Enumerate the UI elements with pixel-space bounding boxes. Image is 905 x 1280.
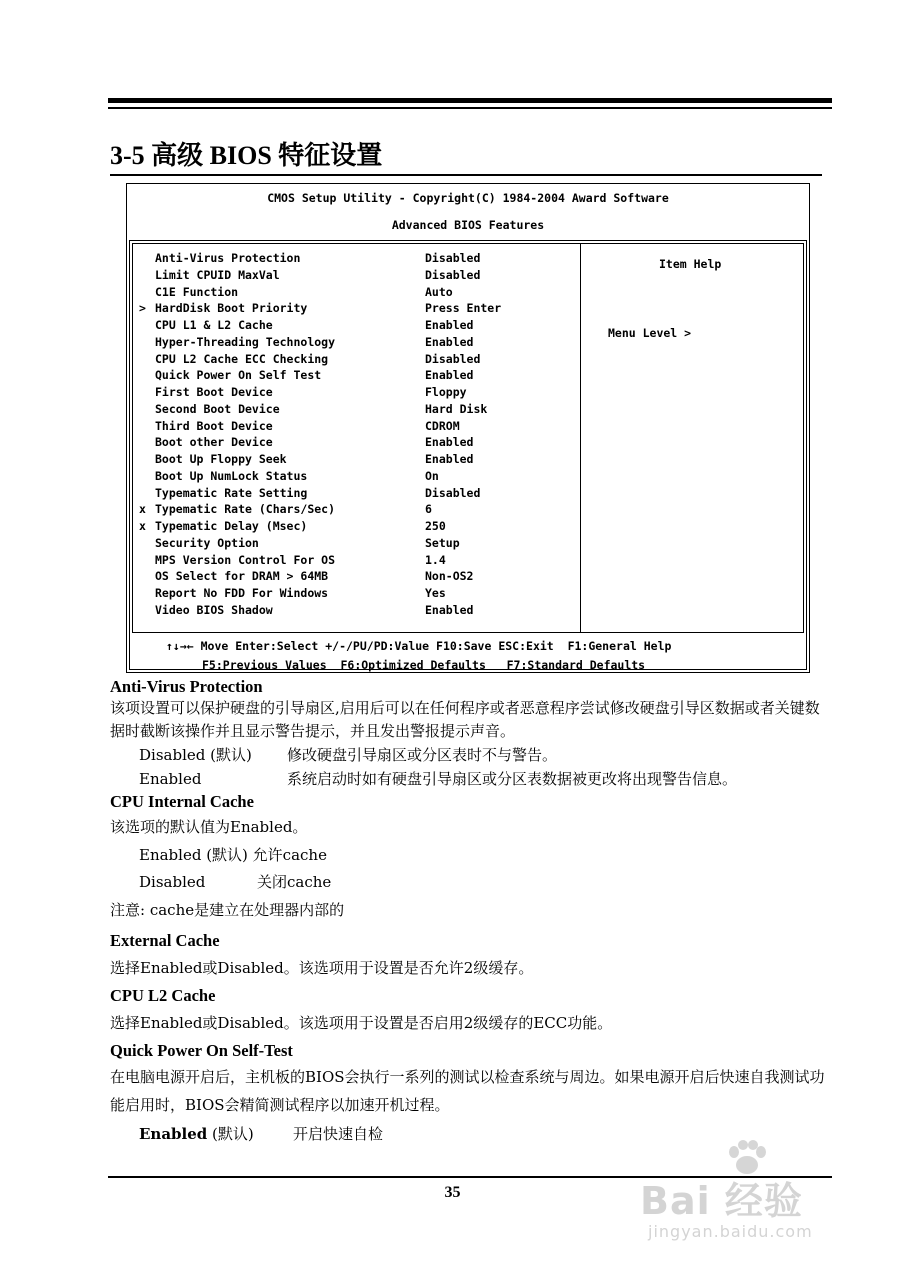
bios-setting-row[interactable]	[139, 451, 579, 468]
option-key-suffix: (默认)	[207, 1125, 254, 1143]
setting-value[interactable]: Disabled	[425, 351, 481, 366]
bios-setting-row[interactable]	[139, 401, 579, 418]
bios-screen	[126, 183, 810, 673]
bios-setting-row[interactable]	[139, 552, 579, 569]
watermark-brand: Bai 经验	[640, 1179, 803, 1223]
row-marker: x	[139, 502, 146, 517]
bios-setting-row[interactable]	[139, 300, 579, 317]
bios-setting-row[interactable]	[139, 535, 579, 552]
setting-label: Third Boot Device	[155, 418, 273, 433]
bios-setting-row[interactable]	[139, 485, 579, 502]
bios-setting-row[interactable]	[139, 384, 579, 401]
bios-header-title: Advanced BIOS Features	[391, 218, 545, 232]
menu-level-text: Menu Level >	[608, 326, 692, 340]
setting-label: OS Select for DRAM > 64MB	[155, 569, 329, 584]
bios-setting-row[interactable]	[139, 501, 579, 518]
setting-value[interactable]: Non-OS2	[425, 569, 474, 584]
external-cache-description: 选择Enabled或Disabled。该选项用于设置是否允许2级缓存。	[110, 959, 534, 977]
setting-label: Typematic Delay (Msec)	[155, 519, 308, 533]
setting-value[interactable]: Disabled	[425, 267, 481, 282]
bios-setting-row[interactable]	[139, 585, 579, 602]
header-rule-thick	[108, 98, 832, 103]
setting-label: Video BIOS Shadow	[155, 602, 273, 617]
setting-label: HardDisk Boot Priority	[155, 301, 308, 316]
bios-setting-row[interactable]	[139, 568, 579, 585]
l2-cache-heading: CPU L2 Cache	[110, 986, 216, 1005]
bios-setting-row[interactable]	[139, 434, 579, 451]
setting-label: Boot Up Floppy Seek	[155, 452, 287, 466]
option-text: Enabled (默认) 允许cache	[139, 846, 327, 864]
bios-divider	[580, 244, 581, 632]
row-marker: x	[139, 519, 146, 533]
setting-label: Typematic Rate (Chars/Sec)	[155, 502, 336, 517]
baidu-jingyan-watermark	[640, 1140, 850, 1250]
setting-label: Boot Up NumLock Status	[155, 468, 308, 483]
section-title: 3-5 高级 BIOS 特征设置	[110, 140, 822, 176]
option-description: 关闭cache	[257, 873, 332, 891]
cpu-cache-option-disabled	[110, 869, 832, 896]
bios-setting-row[interactable]	[139, 468, 579, 485]
setting-value[interactable]: Enabled	[425, 334, 474, 349]
bios-setting-row[interactable]	[139, 602, 579, 619]
bios-settings-list	[139, 250, 579, 619]
bios-setting-row[interactable]	[139, 284, 579, 301]
antivirus-option-enabled	[110, 767, 832, 791]
cpu-cache-note: 注意: cache是建立在处理器内部的	[110, 901, 345, 919]
setting-label: CPU L2 Cache ECC Checking	[155, 351, 329, 366]
bios-key-legend	[130, 635, 806, 672]
bios-setting-row[interactable]	[139, 367, 579, 384]
setting-value[interactable]: Enabled	[425, 368, 474, 383]
item-help-title: Item Help	[659, 257, 722, 271]
bios-setting-row[interactable]	[139, 351, 579, 368]
setting-value[interactable]: Floppy	[425, 385, 467, 399]
bios-setting-row[interactable]	[139, 250, 579, 267]
option-key: Disabled (默认)	[139, 746, 252, 764]
row-marker: >	[139, 301, 146, 316]
cpu-cache-description: 该选项的默认值为Enabled。	[110, 818, 308, 836]
option-key: Enabled	[139, 770, 202, 788]
setting-value[interactable]: Enabled	[425, 435, 474, 450]
setting-value[interactable]: 1.4	[425, 552, 446, 567]
option-key: Disabled	[139, 873, 206, 891]
setting-label: MPS Version Control For OS	[155, 552, 336, 567]
bios-setting-row[interactable]	[139, 518, 579, 535]
setting-value[interactable]: Press Enter	[425, 301, 502, 316]
option-description: 系统启动时如有硬盘引导扇区或分区表数据被更改将出现警告信息。	[287, 770, 738, 788]
setting-label: CPU L1 & L2 Cache	[155, 318, 273, 332]
bios-setting-row[interactable]	[139, 418, 579, 435]
antivirus-heading: Anti-Virus Protection	[110, 677, 263, 696]
bios-setting-row[interactable]	[139, 267, 579, 284]
bios-setting-row[interactable]	[139, 334, 579, 351]
setting-label: Typematic Rate Setting	[155, 485, 308, 500]
setting-value[interactable]: Enabled	[425, 452, 474, 466]
bios-header	[127, 184, 809, 241]
external-cache-heading: External Cache	[110, 931, 220, 950]
setting-value[interactable]: Yes	[425, 586, 446, 600]
page-number: 35	[444, 1184, 461, 1201]
setting-label: Quick Power On Self Test	[155, 368, 322, 383]
document-body	[110, 676, 832, 1149]
option-key-bold: Enabled	[139, 1125, 208, 1143]
key-legend-line-1: ↑↓→← Move Enter:Select +/-/PU/PD:Value F10:Save ESC:Exit F1:General Help	[166, 639, 672, 653]
setting-label: Anti-Virus Protection	[155, 251, 301, 265]
option-description: 修改硬盘引导扇区或分区表时不与警告。	[287, 746, 558, 764]
bios-main-panel	[132, 243, 804, 633]
antivirus-description: 该项设置可以保护硬盘的引导扇区,启用后可以在任何程序或者恶意程序尝试修改硬盘引导区数据或者关键数据时截断该操作并且显示警告提示，并且发出警报提示声音。	[110, 699, 820, 740]
setting-value[interactable]: CDROM	[425, 418, 460, 433]
bios-body	[129, 240, 807, 670]
antivirus-option-disabled	[110, 743, 832, 767]
header-rule-thin	[108, 107, 832, 109]
option-description: 开启快速自检	[293, 1125, 384, 1143]
setting-value[interactable]: Enabled	[425, 602, 474, 617]
setting-value[interactable]: 250	[425, 519, 446, 533]
quick-power-description: 在电脑电源开启后，主机板的BIOS会执行一系列的测试以检查系统与周边。如果电源开启后快速自我测试功能启用时，BIOS会精简测试程序以加速开机过程。	[110, 1068, 825, 1114]
setting-label: Report No FDD For Windows	[155, 586, 329, 600]
setting-label: Second Boot Device	[155, 401, 280, 416]
quick-power-heading: Quick Power On Self-Test	[110, 1041, 293, 1060]
setting-label: Limit CPUID MaxVal	[155, 267, 280, 282]
option-key	[139, 1119, 254, 1149]
bios-header-copyright: CMOS Setup Utility - Copyright(C) 1984-2004 Award Software	[267, 191, 669, 205]
setting-value[interactable]: On	[425, 468, 439, 483]
setting-value[interactable]: Setup	[425, 535, 460, 550]
setting-label: Hyper-Threading Technology	[155, 334, 336, 349]
setting-value[interactable]: Disabled	[425, 251, 481, 265]
bios-setting-row[interactable]	[139, 317, 579, 334]
setting-value[interactable]: Disabled	[425, 485, 481, 500]
l2-cache-description: 选择Enabled或Disabled。该选项用于设置是否启用2级缓存的ECC功能。	[110, 1014, 613, 1032]
setting-value[interactable]: 6	[425, 502, 432, 517]
cpu-cache-option-enabled	[110, 842, 832, 869]
cpu-cache-heading: CPU Internal Cache	[110, 792, 254, 811]
setting-value[interactable]: Hard Disk	[425, 401, 488, 416]
setting-label: C1E Function	[155, 284, 239, 299]
setting-label: Boot other Device	[155, 435, 273, 450]
setting-value[interactable]: Enabled	[425, 318, 474, 332]
watermark-url: jingyan.baidu.com	[648, 1222, 813, 1241]
setting-value[interactable]: Auto	[425, 284, 453, 299]
setting-label: First Boot Device	[155, 385, 273, 399]
key-legend-line-2: F5:Previous Values F6:Optimized Defaults F7:Standard Defaults	[202, 658, 646, 672]
setting-label: Security Option	[155, 535, 259, 550]
